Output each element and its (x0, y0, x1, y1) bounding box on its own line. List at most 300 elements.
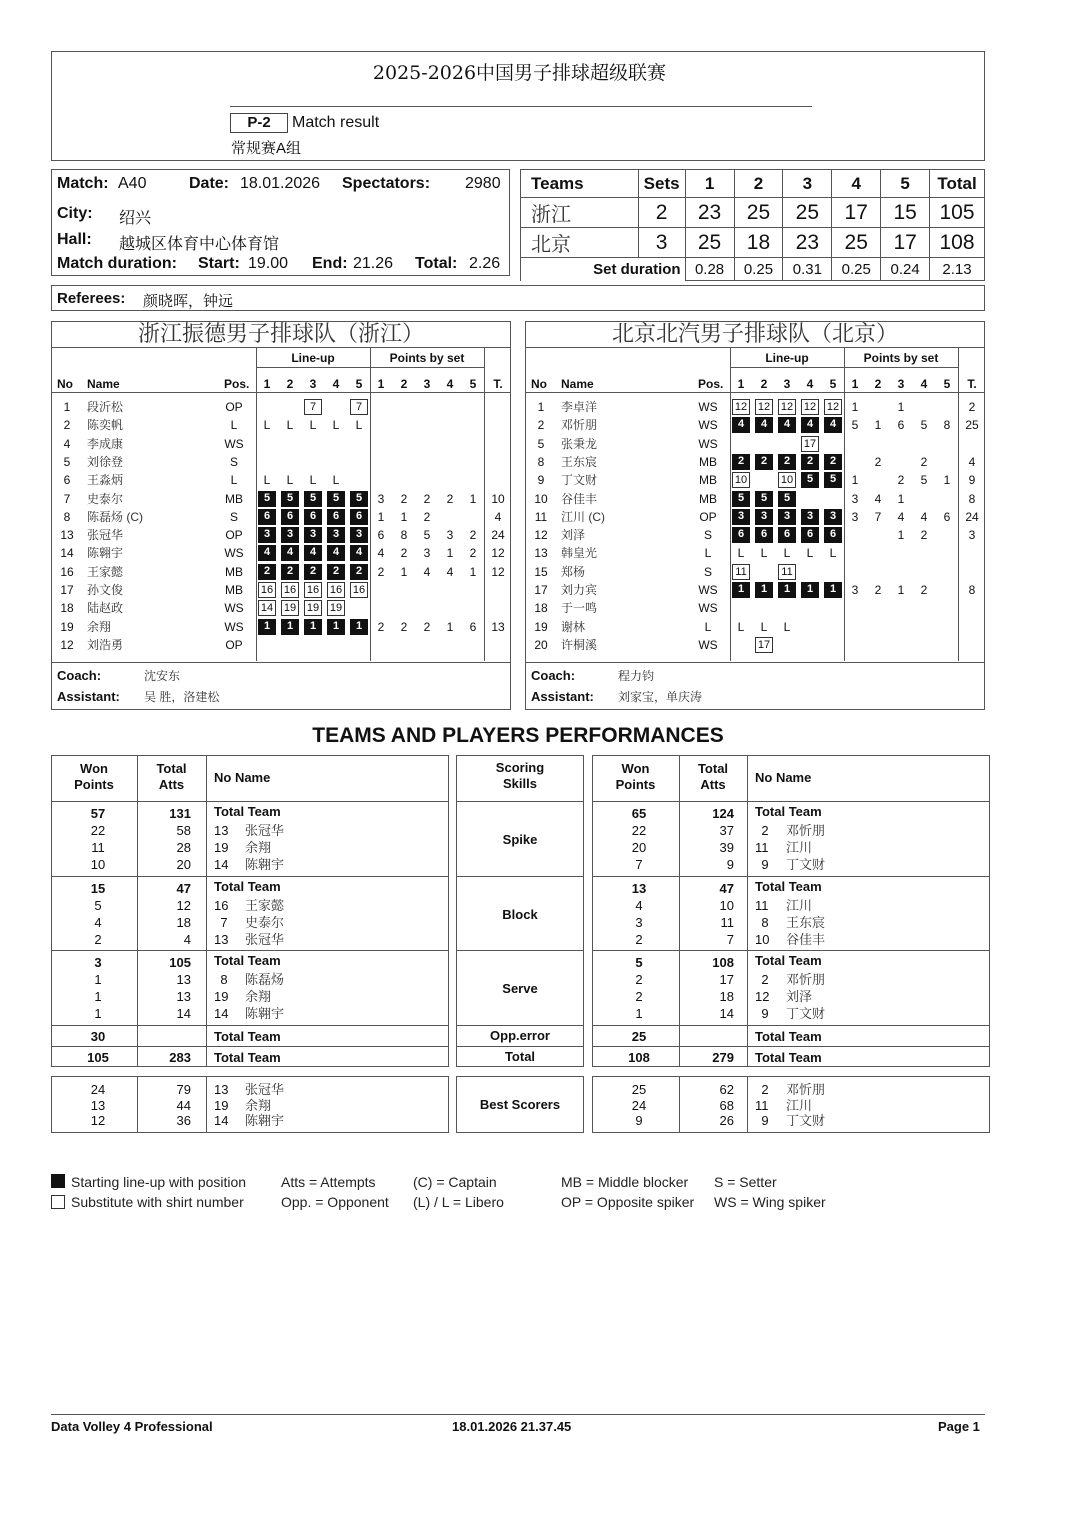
away-assistant-label: Assistant: (531, 689, 594, 704)
home-opp-error-label: Total Team (214, 1029, 281, 1044)
home-substitute-number: 7 (304, 399, 322, 415)
away-team-won: 5 (635, 955, 643, 970)
home-set-points: 1 (377, 509, 385, 524)
home-assistant-label: Assistant: (57, 689, 120, 704)
home-set-points: 6 (377, 528, 385, 543)
away-set-points: 1 (897, 491, 905, 506)
city-value: 绍兴 (119, 210, 152, 227)
home-set-points: 1 (446, 619, 454, 634)
home-total-team-label: Total Team (214, 804, 281, 819)
away-starting-position: 3 (778, 509, 796, 525)
home-player-atts: 4 (183, 932, 191, 947)
away-header-divider (730, 367, 958, 368)
away-team-atts: 108 (712, 955, 734, 970)
home-total-points: 4 (494, 509, 502, 524)
home-best-no: 19 (214, 1097, 229, 1113)
away-libero-mark: L (806, 546, 814, 561)
home-player-pos: MB (225, 491, 243, 506)
home-libero-mark: L (332, 473, 340, 488)
legend-captain: (C) = Captain (413, 1174, 497, 1190)
away-assistant-names: 刘家宝，单庆涛 (618, 690, 703, 704)
home-libero-mark: L (309, 418, 317, 433)
away-player-atts: 10 (719, 898, 734, 913)
away-set-points: 1 (851, 473, 859, 488)
home-set-points: 2 (377, 564, 385, 579)
away-total-points: 2 (968, 400, 976, 414)
away-starting-position: 6 (801, 527, 819, 543)
away-player-atts: 17 (719, 972, 734, 987)
skills-header: Scoring (495, 760, 545, 775)
score-cell: 18 (734, 228, 783, 258)
away-points-set-header: 2 (874, 377, 882, 391)
away-total-points: 4 (968, 454, 976, 469)
score-cell: 17 (832, 198, 881, 228)
away-player-won: 1 (635, 1006, 643, 1021)
home-team-atts: 47 (176, 881, 191, 896)
away-starting-position: 3 (824, 509, 842, 525)
skills-perf-header-line (456, 801, 584, 802)
away-header-bottom (526, 392, 984, 393)
away-won-header-2: Points (615, 777, 656, 792)
away-player-name: 江川 (C) (561, 509, 605, 524)
away-team-name: 北京北汽男子排球队（北京） (526, 322, 984, 348)
away-set-points: 4 (874, 491, 882, 506)
set-duration-value: 0.25 (734, 258, 783, 281)
away-player-name: 江川 (786, 840, 813, 855)
away-column-divider (844, 348, 845, 661)
home-starting-position: 1 (258, 619, 276, 635)
away-set-points: 8 (943, 418, 951, 433)
home-starting-position: 6 (281, 509, 299, 525)
away-set-points: 2 (897, 473, 905, 488)
away-player-won: 2 (635, 989, 643, 1004)
home-total-atts: 283 (169, 1050, 191, 1065)
home-set-points: 1 (469, 491, 477, 506)
skills-section-divider (456, 950, 584, 951)
home-set-points: 4 (377, 546, 385, 561)
away-set-points: 1 (897, 400, 905, 414)
scores-header-cell: Teams (521, 170, 639, 198)
away-best-name: 邓忻朋 (786, 1082, 826, 1097)
away-best-won: 24 (631, 1097, 647, 1113)
home-set-points: 5 (423, 528, 431, 543)
substitute-legend-icon (51, 1195, 65, 1209)
home-coach-divider (52, 662, 510, 663)
home-player-no: 7 (220, 915, 228, 930)
home-points-set-header: 1 (377, 377, 385, 391)
home-best-atts: 79 (176, 1082, 191, 1097)
away-set-points: 1 (897, 528, 905, 543)
report-subtitle: Match result (292, 114, 380, 131)
home-player-no: 13 (214, 823, 229, 838)
away-player-pos: WS (698, 418, 718, 433)
hall-label: Hall: (57, 231, 92, 248)
home-best-name: 余翔 (245, 1097, 272, 1113)
away-best-no: 2 (761, 1082, 769, 1097)
legend-starting: Starting line-up with position (71, 1174, 247, 1190)
home-player-no: 12 (60, 637, 74, 652)
home-starting-position: 6 (350, 509, 368, 525)
away-coach-label: Coach: (531, 668, 576, 683)
home-starting-position: 5 (281, 491, 299, 507)
away-set-points: 1 (874, 418, 882, 433)
away-points-set-header: 5 (943, 377, 951, 391)
away-player-no: 9 (761, 857, 769, 872)
away-player-name: 邓忻朋 (561, 418, 598, 433)
home-perf-header-line (51, 801, 449, 802)
home-set-points: 3 (377, 491, 385, 506)
league-title: 2025-2026中国男子排球超级联赛 (372, 62, 667, 84)
away-won-header: Won (621, 761, 650, 776)
home-starting-position: 2 (327, 564, 345, 580)
away-player-name: 谢林 (561, 619, 586, 634)
home-opp-error-won: 30 (90, 1029, 106, 1044)
away-player-name: 刘力宾 (561, 583, 598, 597)
away-libero-mark: L (783, 546, 791, 561)
away-player-won: 3 (635, 915, 643, 930)
home-player-atts: 18 (176, 915, 191, 930)
spectators-label: Spectators: (342, 175, 431, 192)
skills-total-line (456, 1046, 584, 1047)
set-duration-value: 0.25 (832, 258, 881, 281)
away-set-points: 3 (851, 491, 859, 506)
score-cell: 108 (930, 228, 985, 258)
home-starting-position: 4 (304, 545, 322, 561)
away-starting-position: 6 (824, 527, 842, 543)
away-set-points: 7 (874, 509, 882, 524)
home-libero-mark: L (286, 473, 294, 488)
away-player-atts: 14 (719, 1006, 734, 1021)
set-duration-value: 0.24 (881, 258, 930, 281)
home-set-points: 2 (400, 491, 408, 506)
home-won-header-2: Points (74, 777, 114, 792)
scores-header-cell: 2 (734, 170, 783, 198)
legend-substitute: Substitute with shirt number (71, 1194, 244, 1210)
away-substitute-number: 11 (732, 564, 750, 580)
home-set-points: 2 (469, 528, 477, 543)
home-player-no: 6 (63, 473, 71, 488)
home-best-col-divider (137, 1076, 138, 1133)
home-player-won: 1 (94, 972, 102, 987)
home-set-points: 3 (446, 528, 454, 543)
home-player-no: 14 (214, 1006, 229, 1021)
home-set-points: 1 (400, 509, 408, 524)
home-total-team-label: Total Team (214, 879, 281, 894)
away-player-no: 15 (534, 564, 548, 579)
away-team-atts: 124 (712, 806, 734, 821)
away-player-pos: MB (699, 491, 717, 506)
away-total-line (592, 1046, 990, 1047)
away-starting-position: 4 (778, 417, 796, 433)
set-duration-value: 0.31 (783, 258, 832, 281)
referees-box (51, 285, 985, 311)
home-player-name: 王家懿 (87, 564, 124, 579)
scores-header-cell: Total (930, 170, 985, 198)
home-lineup-set-header: 4 (332, 377, 340, 391)
away-player-name: 王东宸 (786, 915, 826, 930)
home-player-no: 14 (214, 857, 229, 872)
home-player-name: 陈翱宇 (245, 857, 285, 872)
home-player-no: 16 (214, 898, 229, 913)
away-starting-position: 4 (755, 417, 773, 433)
away-set-points: 1 (851, 400, 859, 414)
away-coach-divider (526, 662, 984, 663)
away-player-no: 12 (755, 989, 770, 1004)
total-duration: 2.26 (469, 255, 501, 272)
away-player-pos: WS (698, 400, 718, 414)
home-player-name: 张冠华 (245, 932, 285, 947)
home-starting-position: 3 (258, 527, 276, 543)
home-lineup-set-header: 3 (309, 377, 317, 391)
home-set-points: 2 (446, 491, 454, 506)
away-substitute-number: 12 (801, 399, 819, 415)
home-best-no: 14 (214, 1113, 229, 1128)
away-atts-header-2: Atts (700, 777, 726, 792)
performance-title: TEAMS AND PLAYERS PERFORMANCES (312, 724, 724, 747)
home-atts-header: Total (156, 761, 187, 776)
away-section-divider (592, 950, 990, 951)
away-player-no: 1 (537, 400, 545, 414)
legend-op: OP = Opposite spiker (561, 1194, 695, 1210)
away-player-no: 2 (761, 972, 769, 987)
score-cell: 25 (832, 228, 881, 258)
away-libero-mark: L (737, 619, 745, 634)
home-starting-position: 1 (281, 619, 299, 635)
away-player-no: 8 (537, 454, 545, 469)
away-substitute-number: 12 (778, 399, 796, 415)
match-number: A40 (118, 175, 147, 192)
away-lineup-set-header: 2 (760, 377, 768, 391)
home-team-atts: 105 (169, 955, 191, 970)
away-no-header: No (531, 377, 547, 391)
home-total-line (51, 1046, 449, 1047)
home-starting-position: 2 (258, 564, 276, 580)
home-libero-mark: L (309, 473, 317, 488)
away-set-points: 3 (851, 509, 859, 524)
home-lineup-header: Line-up (291, 351, 335, 365)
away-player-name: 张秉龙 (561, 436, 598, 451)
scores-header-cell: 1 (685, 170, 734, 198)
away-substitute-number: 17 (801, 436, 819, 452)
away-total-points: 25 (965, 418, 979, 433)
away-starting-position: 6 (755, 527, 773, 543)
away-total-points: 8 (968, 491, 976, 506)
away-substitute-number: 17 (755, 637, 773, 653)
away-player-no: 11 (534, 509, 548, 524)
away-player-no: 18 (534, 601, 548, 616)
away-best-no: 9 (761, 1113, 769, 1128)
away-set-points: 2 (920, 528, 928, 543)
home-team-won: 15 (90, 881, 106, 896)
home-starting-position: 2 (350, 564, 368, 580)
home-set-points: 1 (446, 546, 454, 561)
home-best-col-divider (206, 1076, 207, 1133)
away-player-no: 20 (534, 637, 548, 652)
home-won-header: Won (80, 761, 108, 776)
away-noname-header: No Name (755, 770, 812, 785)
away-starting-position: 2 (824, 454, 842, 470)
away-player-name: 李卓洋 (561, 400, 598, 414)
score-cell: 25 (685, 228, 734, 258)
home-best-name: 张冠华 (245, 1082, 285, 1097)
away-starting-position: 3 (801, 509, 819, 525)
away-team-won: 13 (631, 881, 647, 896)
away-perf-header-line (592, 801, 990, 802)
away-total-atts: 279 (712, 1050, 734, 1065)
away-player-atts: 9 (726, 857, 734, 872)
home-player-name: 史泰尔 (245, 915, 285, 930)
home-player-name: 陈奕帆 (87, 418, 124, 433)
away-player-name: 邓忻朋 (786, 823, 826, 838)
home-player-no: 16 (60, 564, 74, 579)
away-best-won: 25 (631, 1082, 647, 1097)
home-starting-position: 5 (304, 491, 322, 507)
home-player-pos: MB (225, 564, 243, 579)
home-player-name: 张冠华 (245, 823, 285, 838)
report-code: P-2 (230, 113, 288, 133)
away-set-points: 2 (920, 583, 928, 597)
referees-label: Referees: (57, 290, 126, 307)
home-opp-error-line (51, 1025, 449, 1026)
away-total-team-label: Total Team (755, 804, 822, 819)
home-best-won: 24 (90, 1082, 106, 1097)
away-total-won: 108 (628, 1050, 650, 1065)
home-player-name: 余翔 (87, 619, 112, 634)
away-points-set-header: 3 (897, 377, 905, 391)
home-pos-header: Pos. (224, 377, 250, 391)
header-divider (230, 106, 812, 107)
home-player-won: 2 (94, 932, 102, 947)
home-set-points: 2 (423, 509, 431, 524)
home-lineup-set-header: 1 (263, 377, 271, 391)
away-best-atts: 68 (719, 1097, 734, 1113)
away-substitute-number: 10 (778, 472, 796, 488)
home-player-pos: WS (224, 436, 244, 451)
home-player-pos: L (230, 418, 238, 433)
away-player-won: 4 (635, 898, 643, 913)
home-substitute-number: 16 (258, 582, 276, 598)
home-best-won: 12 (90, 1113, 106, 1128)
away-player-pos: WS (698, 637, 718, 652)
home-set-points: 3 (423, 546, 431, 561)
home-coach-name: 沈安东 (144, 669, 181, 683)
home-starting-position: 6 (304, 509, 322, 525)
away-starting-position: 2 (801, 454, 819, 470)
home-player-name: 余翔 (245, 989, 272, 1004)
home-player-name: 刘徐登 (87, 454, 124, 469)
skill-name: Spike (502, 832, 538, 847)
end-time: 21.26 (353, 255, 394, 272)
home-set-points: 2 (400, 619, 408, 634)
away-starting-position: 3 (755, 509, 773, 525)
score-cell: 2 (638, 198, 685, 228)
away-player-no: 5 (537, 436, 545, 451)
home-player-atts: 12 (176, 898, 191, 913)
header-box (51, 51, 985, 161)
home-set-points: 2 (423, 491, 431, 506)
home-points-set-header: 2 (400, 377, 408, 391)
home-best-no: 13 (214, 1082, 229, 1097)
home-best-atts: 44 (176, 1097, 191, 1113)
away-player-atts: 37 (719, 823, 734, 838)
away-starting-position: 1 (778, 582, 796, 598)
home-starting-position: 3 (281, 527, 299, 543)
set-duration-value: 2.13 (930, 258, 985, 281)
home-starting-position: 6 (258, 509, 276, 525)
away-player-name: 王东宸 (561, 454, 598, 469)
home-lineup-set-header: 2 (286, 377, 294, 391)
away-player-name: 谷佳丰 (786, 932, 826, 947)
away-total-points: 3 (968, 528, 976, 543)
away-section-divider (592, 876, 990, 877)
away-total-team-label: Total Team (755, 953, 822, 968)
away-total-points: 24 (965, 509, 979, 524)
away-player-pos: WS (698, 583, 718, 597)
skill-name: Block (502, 907, 538, 922)
away-coach-name: 程力钧 (618, 669, 655, 683)
home-set-points: 1 (400, 564, 408, 579)
home-best-atts: 36 (176, 1113, 191, 1128)
away-libero-mark: L (760, 619, 768, 634)
away-best-col-divider (747, 1076, 748, 1133)
away-player-won: 7 (635, 857, 643, 872)
start-time: 19.00 (248, 255, 289, 272)
away-player-atts: 11 (720, 915, 734, 930)
away-starting-position: 1 (824, 582, 842, 598)
home-assistant-names: 吴 胜，洛建松 (144, 690, 220, 704)
home-player-no: 18 (60, 601, 74, 616)
home-header-bottom (52, 392, 510, 393)
home-player-pos: MB (225, 583, 243, 597)
score-cell: 3 (638, 228, 685, 258)
away-set-points: 2 (874, 454, 882, 469)
away-starting-position: 6 (778, 527, 796, 543)
away-best-atts: 62 (719, 1082, 734, 1097)
home-substitute-number: 19 (281, 600, 299, 616)
home-player-won: 4 (94, 915, 102, 930)
home-starting-position: 4 (258, 545, 276, 561)
home-libero-mark: L (263, 473, 271, 488)
away-player-name: 丁文财 (786, 857, 826, 872)
away-starting-position: 2 (755, 454, 773, 470)
away-player-name: 江川 (786, 898, 813, 913)
away-starting-position: 4 (732, 417, 750, 433)
match-info-box (51, 169, 510, 276)
away-substitute-number: 11 (778, 564, 796, 580)
away-lineup-set-header: 1 (737, 377, 745, 391)
home-no-header: No (57, 377, 73, 391)
away-lineup-set-header: 3 (783, 377, 791, 391)
home-starting-position: 6 (327, 509, 345, 525)
home-starting-position: 2 (304, 564, 322, 580)
home-total-label: Total Team (214, 1050, 281, 1065)
duration-label: Match duration: (57, 255, 177, 272)
away-set-points: 5 (851, 418, 859, 433)
scores-row-away (521, 228, 985, 258)
away-lineup-header: Line-up (765, 351, 809, 365)
home-player-name: 史泰尔 (87, 491, 124, 506)
skill-best-scorers: Best Scorers (479, 1097, 561, 1112)
score-cell: 23 (685, 198, 734, 228)
footer-page: Page 1 (938, 1419, 980, 1434)
set-duration-label: Set duration (521, 258, 686, 281)
home-team-won: 3 (94, 955, 102, 970)
home-player-pos: WS (224, 546, 244, 561)
away-set-points: 1 (897, 583, 905, 597)
home-set-points: 2 (423, 619, 431, 634)
home-team-panel (51, 321, 511, 710)
home-points-header: Points by set (389, 351, 465, 365)
